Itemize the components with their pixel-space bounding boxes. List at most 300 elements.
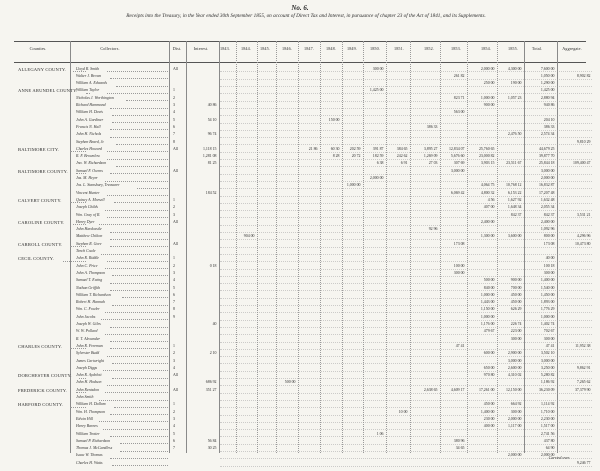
collector-name: R. F. Brownlow xyxy=(76,154,100,159)
row-guide xyxy=(220,400,592,401)
district-cell: 2 xyxy=(173,205,175,210)
collector-name: Thomas J. McCandless xyxy=(76,446,113,451)
amount-cell-1855: 450 00 xyxy=(510,292,522,297)
amount-cell-1855: 4,300 00 xyxy=(507,66,522,71)
district-cell: 1 xyxy=(173,256,175,261)
collector-name: Robert H. Hannah xyxy=(76,300,105,305)
collector-name: Henry Dyer xyxy=(76,219,95,224)
row-guide xyxy=(220,130,592,131)
amount-cell-1854: 900 00 xyxy=(483,103,495,107)
leader-dots xyxy=(63,261,86,262)
collector-name: Wm. C. Fowler xyxy=(76,307,100,312)
collector-name: John R. Aydelott xyxy=(76,373,102,378)
collector-name: Jno. W. Richardson xyxy=(76,161,107,166)
amount-cell-1855: 2,000 00 xyxy=(507,416,522,421)
leader-dots xyxy=(110,436,169,437)
district-cell: 5 xyxy=(173,431,175,436)
header-bottom-rule xyxy=(14,62,586,63)
amount-cell-total: 47 41 xyxy=(545,343,555,348)
amount-cell-total: 386 33 xyxy=(543,124,555,129)
amount-cell-aggregate: 9,810 29 xyxy=(576,139,591,144)
district-cell: All xyxy=(173,168,178,173)
collector-name: Richard Hammond xyxy=(76,103,106,107)
district-cell: 6 xyxy=(173,124,175,129)
collector-name: Samuel F. Owens xyxy=(76,168,103,173)
amount-cell-aggregate: 9,246 77 xyxy=(576,460,591,465)
amount-cell-1855: 300 00 xyxy=(510,409,522,414)
row-guide xyxy=(220,203,592,204)
row-guide xyxy=(220,79,592,80)
leader-dots xyxy=(105,334,168,335)
collector-name: John C. Price xyxy=(76,263,98,268)
collector-name: James Cartwright xyxy=(76,358,104,363)
amount-cell-1855: 450 00 xyxy=(510,300,522,305)
row-guide xyxy=(220,232,592,233)
amount-cell-interest: 81 25 xyxy=(207,161,217,166)
county-name: ALLEGANY COUNTY. xyxy=(18,66,67,72)
row-guide xyxy=(220,71,592,72)
leader-dots xyxy=(76,392,86,393)
row-guide xyxy=(220,261,592,262)
district-cell: All xyxy=(173,373,178,378)
amount-cell-1850: 391 87 xyxy=(372,146,384,151)
row-guide xyxy=(220,283,592,284)
district-cell: 9 xyxy=(173,314,175,319)
collector-name: Lloyd R. Smith xyxy=(76,66,100,71)
leader-dots xyxy=(110,78,169,79)
amount-cell-total: 3,000 00 xyxy=(540,358,555,363)
amount-cell-aggregate: 4,296 96 xyxy=(576,234,591,239)
collector-name: Stephen R. Gore xyxy=(76,241,102,246)
row-guide xyxy=(220,298,592,299)
row-guide xyxy=(220,451,592,452)
amount-cell-total: 1,114 92 xyxy=(541,402,555,407)
collector-name: Jas. M. Heyer xyxy=(76,176,98,180)
amount-cell-1854: 450 00 xyxy=(483,402,495,407)
amount-cell-1854: 2,000 00 xyxy=(480,66,495,71)
amount-cell-aggregate: 37,379 90 xyxy=(574,387,591,392)
row-guide xyxy=(220,276,592,277)
leader-dots xyxy=(73,71,86,72)
district-cell: 8 xyxy=(173,307,175,312)
header-district: Dist. xyxy=(172,46,182,51)
row-guide xyxy=(220,269,592,270)
amount-cell-1855: 1,057 23 xyxy=(507,95,522,100)
district-cell: 6 xyxy=(173,438,175,443)
collector-name: Walter J. Brown xyxy=(76,73,102,78)
collector-name: Edwin Hill xyxy=(76,416,93,421)
collector-name: Joseph W. Giles xyxy=(76,322,101,326)
leader-dots xyxy=(122,297,168,298)
amount-cell-1854: 250 00 xyxy=(483,81,495,86)
row-guide xyxy=(220,181,592,182)
leader-dots xyxy=(79,378,86,379)
leader-dots xyxy=(112,122,168,123)
amount-cell-total: 2,880 94 xyxy=(540,95,555,100)
district-cell: 3 xyxy=(173,212,175,217)
collector-name: John A. Gardiner xyxy=(76,117,104,122)
collector-name: Francis N. Hall xyxy=(76,124,101,129)
leader-dots xyxy=(99,400,168,401)
row-guide xyxy=(220,254,592,255)
leader-dots xyxy=(73,224,86,225)
amount-cell-1852: 1,269 09 xyxy=(423,154,438,159)
county-name: CHARLES COUNTY. xyxy=(18,343,63,349)
amount-cell-1854: 1,000 00 xyxy=(480,95,495,100)
collector-name: John H. Nichols xyxy=(76,132,102,137)
leader-dots xyxy=(70,151,87,152)
leader-dots xyxy=(110,341,169,342)
amount-cell-1853: 823 71 xyxy=(453,95,465,100)
amount-cell-1854: 1,000 00 xyxy=(480,292,495,297)
amount-cell-1853: 300 00 xyxy=(453,270,465,275)
leader-dots xyxy=(110,108,169,109)
leader-dots xyxy=(116,166,168,167)
amount-cell-1854: 1,300 00 xyxy=(480,234,495,239)
leader-dots xyxy=(120,443,168,444)
collector-name: Charles Howard xyxy=(76,146,102,151)
amount-cell-1854: 4 56 xyxy=(487,197,495,202)
amount-cell-1855: 300 00 xyxy=(510,336,522,341)
amount-cell-1852: 2,638 65 xyxy=(423,387,438,392)
leader-dots xyxy=(105,312,168,313)
row-guide xyxy=(220,466,592,467)
row-guide xyxy=(220,349,592,350)
amount-cell-aggregate: 11,952 38 xyxy=(575,343,591,348)
amount-cell-total: 2,230 00 xyxy=(540,416,555,421)
leader-dots xyxy=(101,319,168,320)
amount-cell-1850: 300 00 xyxy=(372,66,384,71)
header-year-1854: 1854. xyxy=(481,46,491,51)
collector-name: William A. Edwards xyxy=(76,81,108,86)
row-guide xyxy=(220,407,592,408)
leader-dots xyxy=(107,71,168,72)
collector-name: Joseph Childs xyxy=(76,205,98,210)
leader-dots xyxy=(107,217,168,218)
amount-cell-interest: 351 27 xyxy=(205,387,217,392)
amount-cell-interest: 54 10 xyxy=(207,117,217,122)
district-cell: 1 xyxy=(173,197,175,202)
amount-cell-interest: 30 25 xyxy=(207,446,217,451)
leader-dots xyxy=(70,202,87,203)
header-year-1843: 1843. xyxy=(220,46,230,51)
district-cell: 2 xyxy=(173,351,175,356)
amount-cell-total: 1,893 00 xyxy=(540,300,555,305)
row-guide xyxy=(220,210,592,211)
leader-dots xyxy=(103,370,168,371)
leader-dots xyxy=(114,202,168,203)
collector-name: Wm. H. Thompson xyxy=(76,409,105,414)
amount-cell-1852: 92 96 xyxy=(428,227,438,232)
leader-dots xyxy=(112,275,168,276)
amount-cell-interest: 1,281 08 xyxy=(202,154,217,159)
leader-dots xyxy=(99,224,168,225)
collector-name: Charles H. Watts xyxy=(76,460,103,465)
leader-dots xyxy=(103,429,168,430)
amount-cell-total: 1,517 00 xyxy=(540,424,555,429)
amount-cell-total: 437 80 xyxy=(543,438,555,443)
amount-cell-total: 1,092 96 xyxy=(540,227,555,232)
amount-cell-1854: 4,064 75 xyxy=(480,183,495,188)
district-cell: All xyxy=(173,241,178,246)
document-title: Receipts into the Treasury, in the Year ended 30th September 1855, on account of Direct Tax and Interest, in pursuance of chapter 23 of the Act of 1841, and its Supplements. xyxy=(126,13,486,19)
row-guide xyxy=(220,305,592,306)
amount-cell-1853: 100 00 xyxy=(453,263,465,268)
amount-cell-total: 64 90 xyxy=(545,446,555,451)
amount-cell-1847: 21 86 xyxy=(308,146,318,151)
amount-cell-interest: 1,118 15 xyxy=(203,146,217,151)
collector-name: Quincy A. Morsell xyxy=(76,197,105,202)
amount-cell-1855: 2,600 00 xyxy=(507,365,522,370)
amount-cell-1853: 563 00 xyxy=(453,110,465,115)
amount-cell-total: 39,877 70 xyxy=(538,154,555,159)
amount-cell-total: 940 86 xyxy=(543,103,555,107)
amount-cell-total: 1,776 29 xyxy=(540,307,555,312)
amount-cell-1854: 400 00 xyxy=(483,424,495,429)
row-guide xyxy=(220,334,592,335)
amount-cell-aggregate: 7,265 62 xyxy=(576,380,591,385)
leader-dots xyxy=(107,356,168,357)
district-cell: 5 xyxy=(173,117,175,122)
row-guide xyxy=(220,312,592,313)
leader-dots xyxy=(70,246,87,247)
district-cell: 4 xyxy=(173,278,175,283)
district-cell: 3 xyxy=(173,358,175,363)
amount-cell-1854: 25,760 65 xyxy=(478,146,495,151)
amount-cell-interest: 686 92 xyxy=(205,380,217,385)
header-total: Total. xyxy=(531,46,543,51)
amount-cell-1853: 380 96 xyxy=(453,438,465,443)
amount-cell-1853: 47 41 xyxy=(455,343,465,348)
leader-dots xyxy=(112,115,168,116)
district-cell: 8 xyxy=(173,139,175,144)
district-cell: All xyxy=(173,387,178,392)
leader-dots xyxy=(120,451,168,452)
header-year-1847: 1847. xyxy=(304,46,314,51)
header-top-rule xyxy=(14,41,586,42)
amount-cell-1851: 6 91 xyxy=(400,161,408,166)
amount-cell-total: 2,400 00 xyxy=(540,219,555,224)
row-guide xyxy=(220,239,592,240)
amount-cell-1854: 500 00 xyxy=(483,278,495,283)
amount-cell-1850: 6 38 xyxy=(376,161,384,166)
district-cell: 2 xyxy=(173,409,175,414)
leader-dots xyxy=(101,254,168,255)
amount-cell-total: 1,710 00 xyxy=(540,409,555,414)
row-guide xyxy=(220,458,592,459)
amount-cell-1854: 600 00 xyxy=(483,351,495,356)
amount-cell-1849: 202 59 xyxy=(349,146,361,151)
amount-cell-1855: 2,000 00 xyxy=(507,453,522,458)
leader-dots xyxy=(86,93,90,94)
amount-cell-1854: 1,000 00 xyxy=(480,314,495,319)
amount-cell-1855: 2,476 50 xyxy=(507,132,522,137)
header-year-1848: 1848. xyxy=(326,46,336,51)
amount-cell-total: 300 00 xyxy=(543,270,555,275)
row-guide xyxy=(220,363,592,364)
amount-cell-total: 1,290 00 xyxy=(540,81,555,86)
row-guide xyxy=(220,86,592,87)
row-guide xyxy=(220,327,592,328)
leader-dots xyxy=(110,173,169,174)
amount-cell-total: 100 18 xyxy=(543,263,555,268)
header-collectors: Collectors. xyxy=(100,46,120,51)
leader-dots xyxy=(110,290,169,291)
amount-cell-total: 300 00 xyxy=(543,336,555,341)
amount-cell-total: 7,600 00 xyxy=(540,66,555,71)
amount-cell-aggregate: 8,902 82 xyxy=(576,73,591,78)
collector-name: William T. Richardson xyxy=(76,292,111,297)
amount-cell-1855: 664 92 xyxy=(510,402,522,407)
leader-dots xyxy=(110,414,169,415)
leader-dots xyxy=(76,173,86,174)
county-name: CAROLINE COUNTY. xyxy=(18,219,65,225)
amount-cell-1854: 23,000 82 xyxy=(478,154,495,159)
row-guide xyxy=(220,159,592,160)
amount-cell-interest: 0 18 xyxy=(209,263,217,268)
header-year-1855: 1855. xyxy=(508,46,518,51)
header-year-1853: 1853. xyxy=(451,46,461,51)
district-cell: All xyxy=(173,146,178,151)
collector-name: Nathan Griffith xyxy=(76,285,101,290)
amount-cell-1853: 34 65 xyxy=(455,446,465,451)
row-guide xyxy=(220,144,592,145)
amount-cell-1854: 1,443 00 xyxy=(480,300,495,305)
amount-cell-total: 204 10 xyxy=(543,117,555,122)
column-rule xyxy=(186,41,187,453)
amount-cell-aggregate: 10,473 80 xyxy=(574,241,591,246)
collector-name: John Rentsdon xyxy=(76,387,100,392)
amount-cell-total: 1,000 00 xyxy=(540,314,555,319)
collector-name: Joseph Diggs xyxy=(76,365,98,370)
amount-cell-1854: 1,176 00 xyxy=(480,322,495,326)
column-rule xyxy=(169,41,170,453)
row-guide xyxy=(220,115,592,116)
collector-name: John Hardcastle xyxy=(76,227,102,232)
district-cell: 7 xyxy=(173,446,175,451)
header-aggregate: Aggregate. xyxy=(562,46,582,51)
amount-cell-total: 1,540 00 xyxy=(540,285,555,290)
leader-dots xyxy=(112,305,168,306)
collector-name: John H. Hodson xyxy=(76,380,102,385)
amount-cell-1854: 840 00 xyxy=(483,285,495,290)
amount-cell-total: 2,000 00 xyxy=(540,453,555,458)
collector-name: Samuel P. Richardson xyxy=(76,438,111,443)
amount-cell-1855: 4,310 02 xyxy=(507,373,522,378)
collector-name: Vincent Hunter xyxy=(76,190,100,195)
amount-cell-1855: 842 37 xyxy=(510,212,522,217)
county-name: HARFORD COUNTY. xyxy=(18,402,64,408)
leader-dots xyxy=(110,137,169,138)
district-cell: 4 xyxy=(173,110,175,115)
row-guide xyxy=(220,342,592,343)
leader-dots xyxy=(116,86,168,87)
row-guide xyxy=(220,152,592,153)
amount-cell-1855: 223 00 xyxy=(510,329,522,334)
leader-dots xyxy=(105,181,168,182)
row-guide xyxy=(220,137,592,138)
amount-cell-interest: 2 10 xyxy=(209,351,217,356)
collector-name: John Smith xyxy=(76,395,94,399)
collector-name: John R. Freeman xyxy=(76,343,103,348)
amount-cell-1855: 2,900 00 xyxy=(507,351,522,356)
collector-name: Samuel T. Ewing xyxy=(76,278,103,283)
amount-cell-total: 842 37 xyxy=(543,212,555,217)
collector-name: Stephen Beard, Jr. xyxy=(76,139,105,144)
leader-dots xyxy=(110,283,169,284)
leader-dots xyxy=(107,385,168,386)
amount-cell-1854: 230 00 xyxy=(483,416,495,421)
amount-cell-1844: 904 00 xyxy=(243,234,255,239)
amount-cell-aggregate: 9,862 91 xyxy=(576,365,591,370)
amount-cell-1850: 2,000 00 xyxy=(369,176,384,180)
amount-cell-1849: 20 72 xyxy=(351,154,361,159)
amount-cell-total: 36,230 09 xyxy=(538,387,555,392)
district-cell: 6 xyxy=(173,292,175,297)
amount-cell-1848: 60 30 xyxy=(330,146,340,151)
collector-name: Jos. L. Stansbury, Treasurer xyxy=(76,183,120,188)
row-guide xyxy=(220,320,592,321)
leader-dots xyxy=(114,407,168,408)
amount-cell-total: 3,250 00 xyxy=(540,365,555,370)
collector-name: Tench Coale xyxy=(76,249,96,253)
leader-dots xyxy=(105,210,168,211)
district-cell: 2 xyxy=(173,263,175,268)
amount-cell-1851: 242 62 xyxy=(396,154,408,159)
row-guide xyxy=(220,174,592,175)
amount-cell-total: 702 67 xyxy=(543,329,555,334)
row-guide xyxy=(220,101,592,102)
header-interest: Interest. xyxy=(193,46,209,51)
leader-dots xyxy=(126,100,168,101)
collector-name: William H. Dallam xyxy=(76,402,106,407)
amount-cell-1850: 1 06 xyxy=(376,431,384,436)
header-counties: Counties. xyxy=(29,46,47,51)
leader-dots xyxy=(112,363,168,364)
collector-name: John A. Thompson xyxy=(76,270,106,275)
row-guide xyxy=(220,217,592,218)
leader-dots xyxy=(110,458,169,459)
row-guide xyxy=(220,123,592,124)
amount-cell-total: 1,400 00 xyxy=(540,278,555,283)
row-guide xyxy=(220,429,592,430)
collector-name: William Taylor xyxy=(76,88,100,93)
amount-cell-1854: 1,150 00 xyxy=(480,307,495,312)
amount-cell-1855: 6,153 22 xyxy=(507,190,522,195)
header-year-1850: 1850. xyxy=(370,46,380,51)
amount-cell-1855: 10,768 12 xyxy=(505,183,522,188)
amount-cell-1853: 3,000 00 xyxy=(450,168,465,173)
amount-cell-1855: 900 00 xyxy=(510,278,522,283)
district-cell: 1 xyxy=(173,343,175,348)
amount-cell-1854: 17,261 00 xyxy=(478,387,495,392)
row-guide xyxy=(220,378,592,379)
district-cell: 5 xyxy=(173,285,175,290)
leader-dots xyxy=(137,188,168,189)
collector-name: William Trotter xyxy=(76,431,100,436)
amount-cell-1855: 190 00 xyxy=(510,81,522,86)
leader-dots xyxy=(107,159,168,160)
collector-name: Sylvester Budd xyxy=(76,351,100,356)
leader-dots xyxy=(110,348,169,349)
leader-dots xyxy=(70,348,87,349)
leader-dots xyxy=(99,421,168,422)
district-cell: 3 xyxy=(173,416,175,421)
district-cell: All xyxy=(173,219,178,224)
amount-cell-total: 1,632 48 xyxy=(540,197,555,202)
amount-cell-1851: 10 00 xyxy=(398,409,408,414)
district-cell: 4 xyxy=(173,365,175,370)
